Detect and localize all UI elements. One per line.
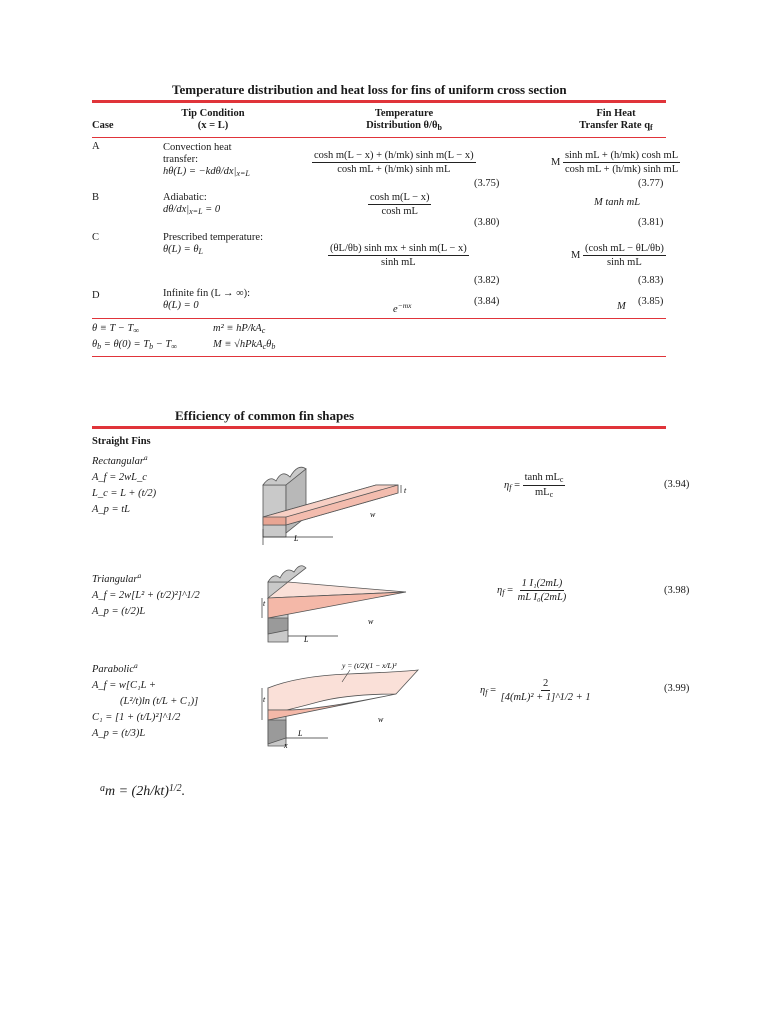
table2-footnote: $^am = (2h/kt)^{1/2}$.	[100, 783, 186, 799]
table2-top-rule	[92, 426, 666, 429]
row-b-tip: Adiabatic: $d\theta/dx|_{x=L} = 0$	[163, 192, 221, 216]
header-tip: Tip Condition (x = L)	[181, 108, 245, 131]
fin-tri-diagram	[258, 562, 418, 647]
row-d-rate-eq: (3.85)	[638, 296, 664, 307]
row-c-temp-eq: (3.82)	[474, 275, 500, 286]
row-b-temperature: $\frac{\text{cosh m(L − x)}}{\text{cosh mL}}$	[370, 192, 430, 217]
header-temperature: Temperature Distribution $\theta/\theta_b$	[366, 108, 442, 132]
tri-w-label: w	[368, 617, 374, 626]
row-c-case: C	[92, 232, 100, 243]
fin-rect-eq: (3.94)	[664, 479, 690, 490]
para-t-label: t	[263, 695, 266, 704]
tri-L-label: L	[304, 635, 309, 644]
para-w-label: w	[378, 715, 384, 724]
def-m: $m^2 \equiv hP/kA_c$	[213, 323, 266, 335]
row-a-rate: M $\frac{\text{sinh mL + (h/mk) cosh mL}}{\text{cosh mL + (h/mk) sinh mL}}$	[551, 150, 679, 175]
row-c-tip: Prescribed temperature: $\theta(L) = \theta_L$	[163, 232, 263, 256]
rect-t-label: t	[404, 486, 407, 495]
row-c-rate: M $\frac{\text{(cosh mL − θL/θb)}}{\text{sinh mL}}$	[571, 243, 664, 268]
row-d-case: D	[92, 290, 100, 301]
header-case: Case	[92, 120, 114, 131]
fin-para-diagram	[258, 658, 428, 750]
rect-w-label: w	[370, 510, 376, 519]
row-b-rate: M tanh mL	[594, 197, 641, 208]
fin-tri-eq: (3.98)	[664, 585, 690, 596]
table2-title: Efficiency of common fin shapes	[175, 408, 355, 423]
row-d-temperature: $e^{-mx}$	[393, 301, 412, 315]
table1-top-rule	[92, 100, 666, 103]
row-c-temperature: $\frac{\text{(θL/θb) sinh mx + sinh m(L − x)}}{\text{sinh mL}}$	[330, 243, 467, 268]
fin-para-props: Parabolic$^a$ A_f = w[C₁L + (L²/t)ln (t/L + C₁)] C₁ = [1 + (t/L)²]^1/2 A_p = (t/3)L	[92, 661, 199, 739]
section-straight-fins: Straight Fins	[92, 436, 151, 447]
table1-bottom-rule	[92, 356, 666, 357]
row-a-rate-eq: (3.77)	[638, 178, 664, 189]
para-L-label: L	[298, 729, 303, 738]
header-rule	[92, 137, 666, 138]
para-curve-label: y = (t/2)(1 − x/L)²	[342, 661, 397, 670]
fin-para-eq: (3.99)	[664, 683, 690, 694]
fin-tri-props: Triangular$^a$ A_f = 2w[L² + (t/2)²]^1/2 A_p = (t/2)L	[92, 571, 200, 617]
fin-rect-eta: $\eta_f$ = $\frac{\tanh mL_c}{mL_c}$	[504, 472, 564, 499]
para-x-label: x	[284, 741, 288, 750]
row-b-rate-eq: (3.81)	[638, 217, 664, 228]
def-theta: $\theta \equiv T - T_\infty$	[92, 323, 140, 335]
tri-t-label: t	[263, 599, 266, 608]
fin-rect-props: Rectangular$^a$ A_f = 2wL_c L_c = L + (t/2) A_p = tL	[92, 453, 157, 515]
footnote-rule	[92, 318, 666, 319]
def-theta-b: $\theta_b = \theta(0) = T_b - T_\infty$	[92, 339, 177, 351]
row-a-temperature: $\frac{\text{cosh m(L − x) + (h/mk) sinh m(L − x)}}{\text{cosh mL + (h/mk) sinh mL}}$	[314, 150, 474, 175]
row-a-case: A	[92, 141, 100, 152]
fin-tri-eta: $\eta_f$ = $\frac{\text{1 I₁(2mL)}}{\text{mL I₀(2mL)}}$	[497, 578, 567, 603]
row-c-rate-eq: (3.83)	[638, 275, 664, 286]
row-d-temp-eq: (3.84)	[474, 296, 500, 307]
rect-L-label: L	[294, 534, 299, 543]
table1-title: Temperature distribution and heat loss for fins of uniform cross section	[172, 82, 567, 97]
row-b-temp-eq: (3.80)	[474, 217, 500, 228]
row-d-tip: Infinite fin (L → ∞): θ(L) = 0	[163, 288, 250, 311]
header-rate: Fin Heat Transfer Rate $q_f$	[579, 108, 653, 132]
fin-para-eta: $\eta_f$ = $\frac{2}{\text{[4(mL)² + 1]\textasciicircum{}1/2 + 1}}$	[480, 678, 591, 703]
row-a-temp-eq: (3.75)	[474, 178, 500, 189]
row-a-tip: Convection heat transfer: $h\theta(L) = -kd\theta/dx|_{x=L}$	[163, 142, 250, 178]
row-d-rate: M	[617, 301, 626, 312]
row-b-case: B	[92, 192, 100, 203]
def-M: $M \equiv √hPkA_c\theta_b$	[213, 339, 276, 351]
fin-rect-diagram	[258, 455, 418, 550]
